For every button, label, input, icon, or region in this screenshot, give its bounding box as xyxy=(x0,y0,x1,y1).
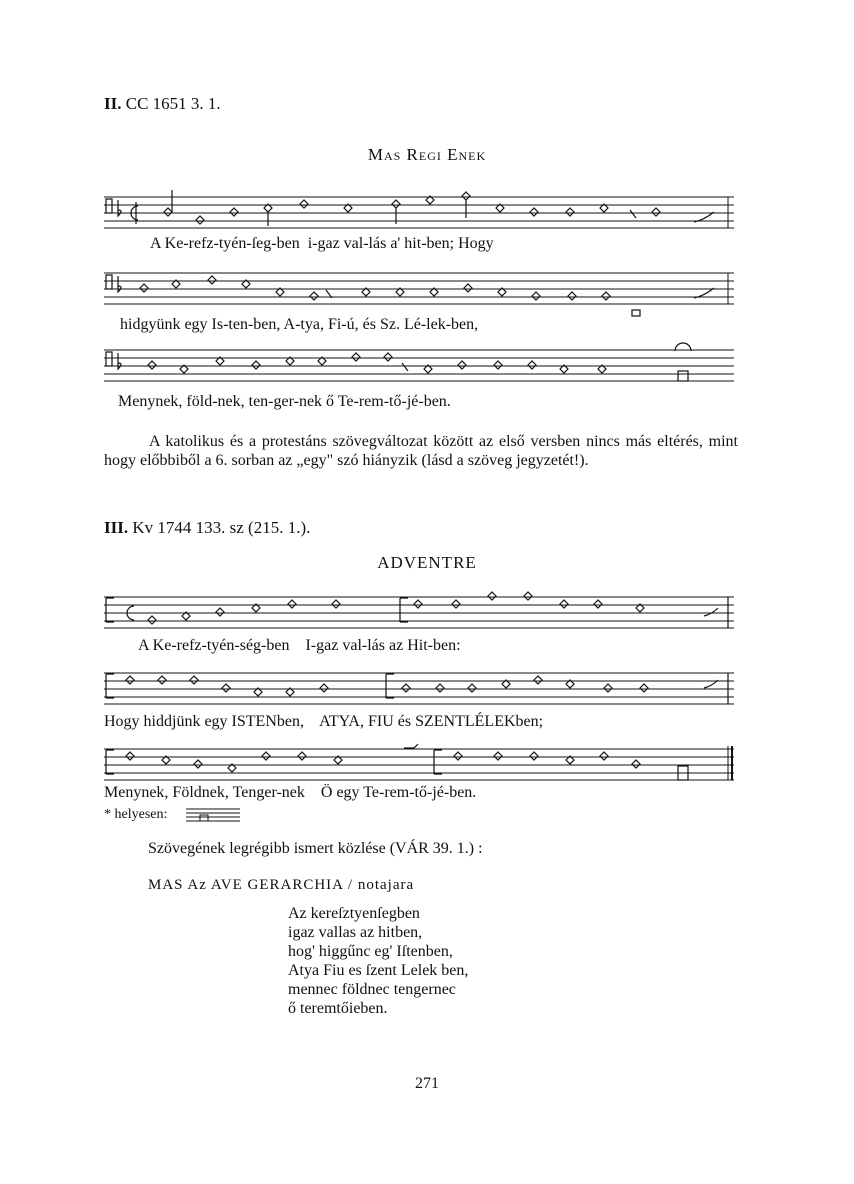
source-intro: Szövegének legrégibb ismert közlése (VÁR 39. 1.) : xyxy=(148,840,483,857)
music-staff-4 xyxy=(104,590,734,628)
commentary-text: A katolikus és a protestáns szövegváltozat között az első versben nincs más eltérés, mint hogy előbbiből a 6. sorban az „egy" szó hiányzik (lásd a szöveg jegyzetét!). xyxy=(104,433,738,469)
source-heading: MAS Az AVE GERARCHIA / notajara xyxy=(148,877,415,893)
music-staff-5 xyxy=(104,666,734,704)
poem-line: hog' higgűnc eg' Iſtenben, xyxy=(288,943,453,960)
section-2-ref: CC 1651 3. 1. xyxy=(125,94,221,113)
lyric-line-1: A Ke-refz-tyén-ſeg-ben i-gaz val-lás a' hit-ben; Hogy xyxy=(150,235,494,252)
music-staff-2 xyxy=(104,266,734,304)
lyric-line-6: Menynek, Földnek, Tenger-nek Ö egy Te-rem-tő-jé-ben. xyxy=(104,784,477,801)
footnote-label: * helyesen: xyxy=(104,807,168,822)
lyric-line-5: Hogy hiddjünk egy ISTENben, ATYA, FIU és SZENTLÉLEKben; xyxy=(104,713,544,730)
footnote-staff-fragment xyxy=(186,807,240,825)
poem-line: mennec földnec tengernec xyxy=(288,981,456,998)
section-3-label: III. xyxy=(104,518,129,537)
page-number: 271 xyxy=(415,1075,439,1092)
music-staff-6 xyxy=(104,742,734,780)
section-3-heading xyxy=(104,518,310,538)
section-2-heading xyxy=(104,94,221,114)
poem-text xyxy=(288,904,468,1018)
poem-line: ő teremtőieben. xyxy=(288,1000,388,1017)
poem-line: Atya Fiu es ſzent Lelek ben, xyxy=(288,962,469,979)
poem-line: Az kereſztyenſegben xyxy=(288,905,420,922)
section-3-title: ADVENTRE xyxy=(377,553,477,572)
poem-line: igaz vallas az hitben, xyxy=(288,924,423,941)
section-2-title: Mas Regi Enek xyxy=(367,145,487,164)
commentary-paragraph xyxy=(104,432,738,470)
lyric-line-4: A Ke-refz-tyén-ség-ben I-gaz val-lás az Hit-ben: xyxy=(138,637,461,654)
section-2-label: II. xyxy=(104,94,122,113)
lyric-line-2: hidgyünk egy Is-ten-ben, A-tya, Fi-ú, és Sz. Lé-lek-ben, xyxy=(120,316,479,333)
music-staff-1 xyxy=(104,190,734,228)
music-staff-3 xyxy=(104,343,734,381)
lyric-line-3: Menynek, föld-nek, ten-ger-nek ő Te-rem-tő-jé-ben. xyxy=(118,393,451,410)
footnote xyxy=(104,807,167,823)
section-3-ref: Kv 1744 133. sz (215. 1.). xyxy=(132,518,311,537)
